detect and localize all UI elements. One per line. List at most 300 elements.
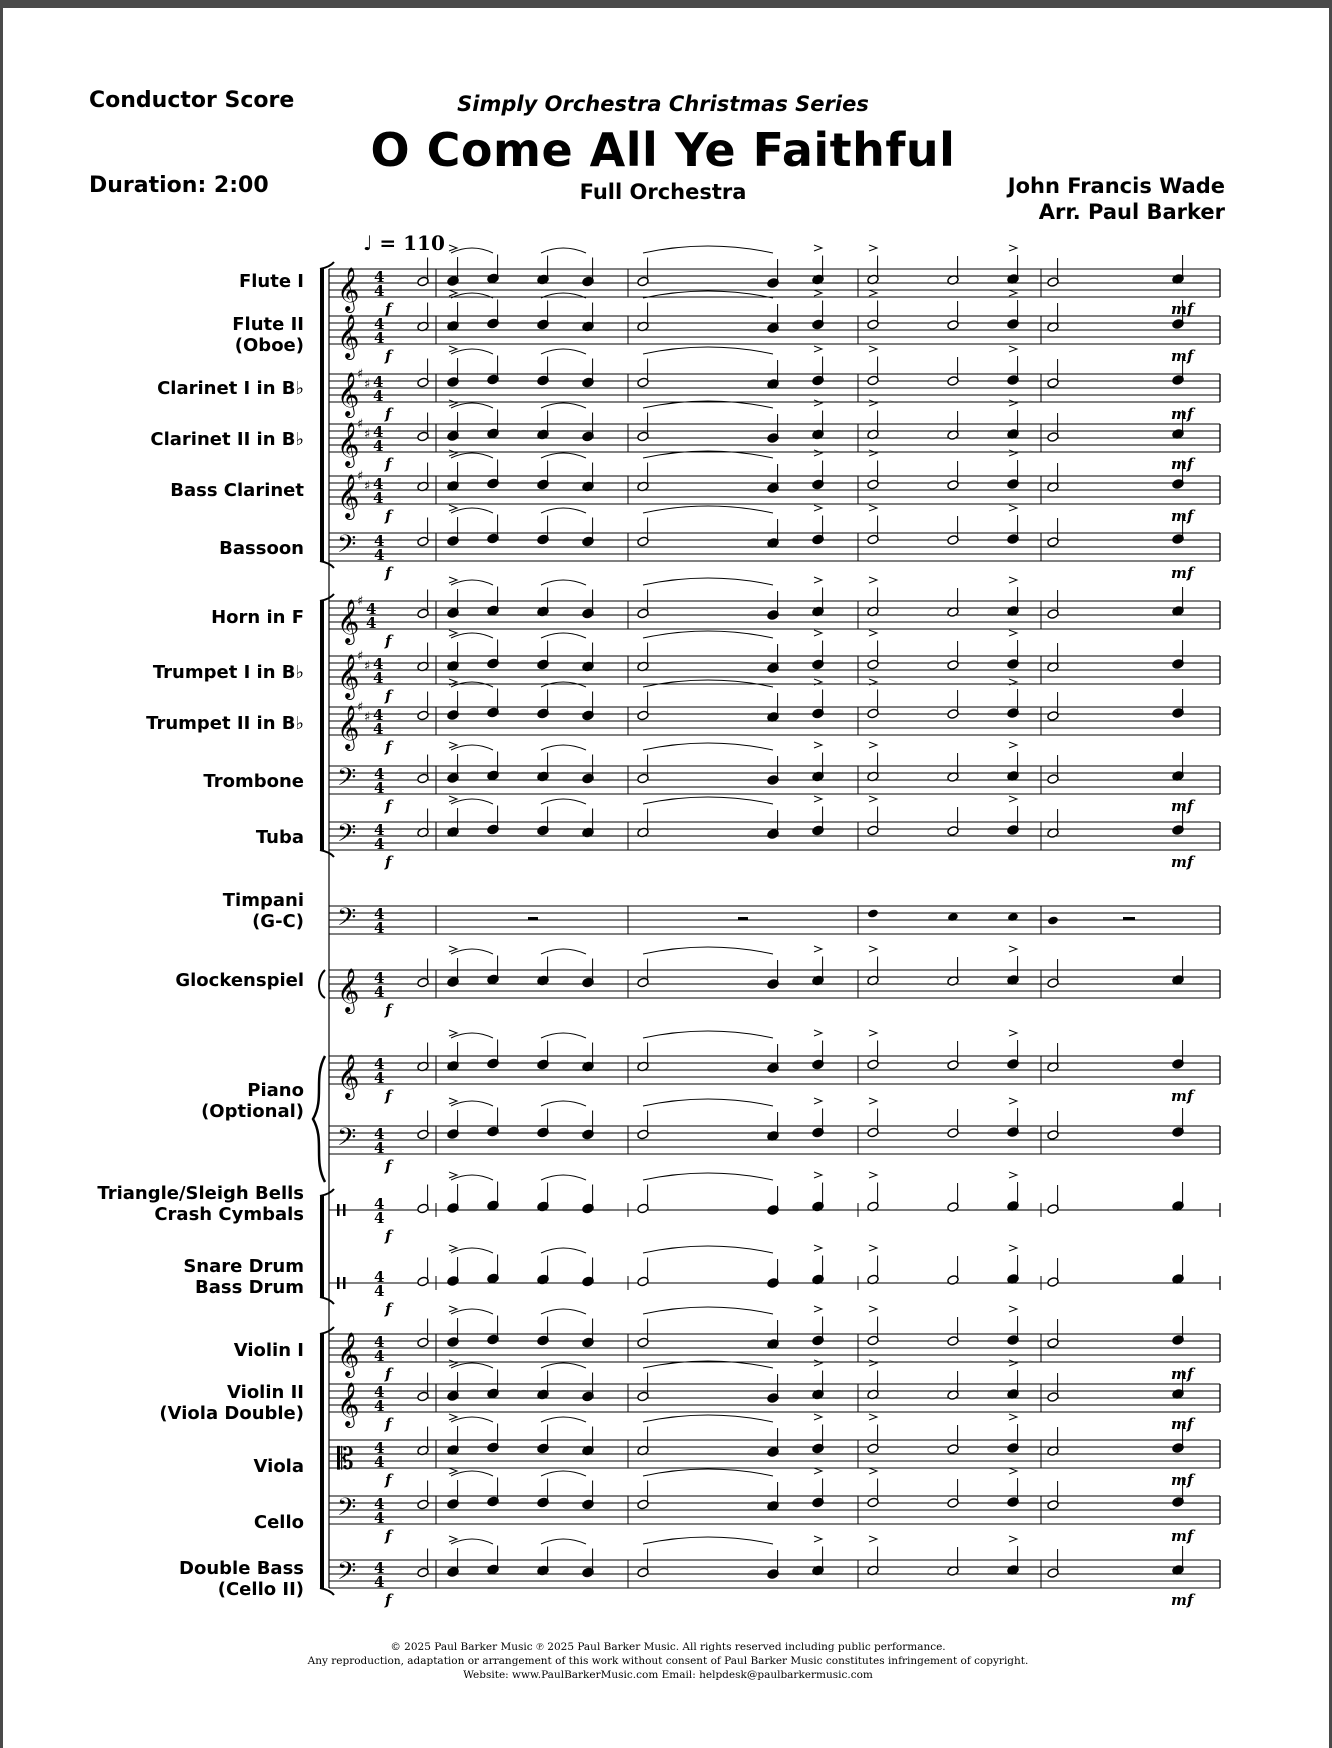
score-notation [3,8,1329,1748]
percussion-bracket [320,1196,324,1297]
accent-mark [449,1536,457,1542]
notehead [1047,915,1059,925]
accent-mark [814,796,822,802]
instrument-line1: Clarinet I in B♭ [157,378,304,399]
accent-mark [1009,245,1017,251]
sharp-glyph: ♯ [357,367,364,382]
slur [541,349,586,354]
slur [643,347,773,354]
time-signature-top: 4 [374,1559,385,1577]
time-signature-bottom: 4 [374,1573,385,1591]
time-signature-top: 4 [374,1268,385,1286]
slur [541,1417,586,1422]
time-signature-top: 4 [373,655,384,673]
time-signature-top: 4 [374,1439,385,1457]
slur [451,1175,493,1180]
slur [541,1363,586,1368]
contact-line: Website: www.PaulBarkerMusic.com Email: helpdesk@paulbarkermusic.com [463,1669,873,1681]
slur [643,743,773,750]
accent-mark [869,1536,877,1542]
dynamic-forte: f [385,347,392,365]
time-signature-top: 4 [374,532,385,550]
accent-mark [869,742,877,748]
dynamic-mezzo-forte: mf [1171,1087,1194,1105]
slur [541,1175,586,1180]
time-signature-bottom: 4 [374,546,385,564]
instrument-line1: Piano [247,1080,304,1101]
percussion-bracket-hook [320,1189,334,1196]
time-signature-top: 4 [374,268,385,286]
accent-mark [1009,577,1017,583]
slur [451,1033,493,1038]
time-signature-top: 4 [374,1055,385,1073]
slur [643,1537,773,1544]
whole-rest [738,917,748,920]
strings-bracket-hook [320,1588,334,1595]
conductor-score-label: Conductor Score [89,88,295,113]
accent-mark [1009,1306,1017,1312]
slur [451,508,493,513]
time-signature-top: 4 [373,423,384,441]
sharp-glyph: ♯ [357,469,364,484]
time-signature-top: 4 [366,600,377,618]
slur [451,949,493,954]
slur [541,248,586,253]
dynamic-forte: f [385,1365,392,1383]
accent-mark [449,946,457,952]
strings-bracket-hook [320,1327,334,1334]
brass-bracket [320,601,324,850]
rights-line: Any reproduction, adaptation or arrangement of this work without consent of Paul Barker Music constitutes infringement of copyright. [307,1655,1029,1667]
instrument-line1: Glockenspiel [175,970,304,991]
time-signature-top: 4 [373,706,384,724]
woodwind-bracket-hook [320,561,334,568]
slur [541,745,586,750]
dynamic-forte: f [385,1527,392,1545]
slur [451,1417,493,1422]
notehead [867,908,879,918]
slur [541,453,586,458]
half-rest [1123,917,1135,920]
time-signature-top: 4 [374,969,385,987]
slur [541,1033,586,1038]
clef-glyph: 𝄢 [337,530,357,565]
time-signature-bottom: 4 [374,1069,385,1087]
time-signature-bottom: 4 [373,489,384,507]
accent-mark [449,1468,457,1474]
percussion-clef-bar [337,1277,340,1289]
slur [541,949,586,954]
accent-mark [1009,1098,1017,1104]
time-signature-bottom: 4 [374,1139,385,1157]
clef-glyph: 𝄞 [337,372,360,416]
dynamic-forte: f [385,507,392,525]
time-signature-bottom: 4 [374,329,385,347]
slur [451,1363,493,1368]
slur [541,508,586,513]
dynamic-forte: f [385,1087,392,1105]
slur [541,1471,586,1476]
accent-mark [869,290,877,296]
sharp-glyph: ♯ [364,710,371,725]
accent-mark [869,946,877,952]
accent-mark [869,1030,877,1036]
clef-glyph: 𝄢 [337,819,357,854]
slur [643,578,773,585]
accent-mark [869,1468,877,1474]
accent-mark [814,1030,822,1036]
clef-glyph: 𝄞 [337,1332,360,1376]
accent-mark [814,346,822,352]
accent-mark [1009,346,1017,352]
time-signature-bottom: 4 [374,779,385,797]
accent-mark [449,1414,457,1420]
time-signature-bottom: 4 [373,669,384,687]
instrument-line2: (G-C) [252,911,304,932]
clef-glyph: 𝄢 [337,1123,357,1158]
sharp-glyph: ♯ [357,649,364,664]
clef-glyph: 𝄞 [337,1054,360,1098]
accent-mark [449,1030,457,1036]
accent-mark [449,1172,457,1178]
dynamic-mezzo-forte: mf [1171,1365,1194,1383]
clef-glyph: 𝄞 [337,267,360,311]
clef-glyph: 𝄢 [337,903,357,938]
dynamic-forte: f [385,687,392,705]
accent-mark [814,1172,822,1178]
slur [643,631,773,638]
time-signature-bottom: 4 [374,1397,385,1415]
glockenspiel-brace [319,970,325,998]
instrument-line1: Trumpet I in B♭ [152,662,304,683]
dynamic-forte: f [385,1591,392,1609]
percussion-clef-bar [343,1204,346,1216]
percussion-clef-bar [337,1204,340,1216]
dynamic-forte: f [385,1157,392,1175]
instrument-line1: Horn in F [211,607,304,628]
dynamic-forte: f [385,564,392,582]
time-signature-bottom: 4 [373,437,384,455]
dynamic-mezzo-forte: mf [1171,797,1194,815]
accent-mark [814,1098,822,1104]
woodwind-bracket-hook [320,262,334,269]
slur [541,799,586,804]
clef-glyph: 𝄞 [337,654,360,698]
slur [451,633,493,638]
accent-mark [449,1306,457,1312]
slur [541,580,586,585]
slur [643,506,773,513]
slur [451,580,493,585]
slur [541,633,586,638]
clef-glyph: 𝄢 [337,1557,357,1592]
dynamic-mezzo-forte: mf [1171,1527,1194,1545]
accent-mark [814,1468,822,1474]
dynamic-mezzo-forte: mf [1171,564,1194,582]
slur [643,1246,773,1253]
slur [451,1309,493,1314]
instrument-line1: Trumpet II in B♭ [146,713,304,734]
slur [451,248,493,253]
accent-mark [449,346,457,352]
time-signature-top: 4 [373,475,384,493]
instrument-line1: Triangle/Sleigh Bells [97,1183,304,1204]
accent-mark [869,450,877,456]
time-signature-bottom: 4 [366,614,377,632]
slur [451,1471,493,1476]
accent-mark [869,400,877,406]
dynamic-mezzo-forte: mf [1171,405,1194,423]
clef-glyph: 𝄞 [337,1382,360,1426]
clef-glyph: 𝄞 [337,422,360,466]
slur [643,1031,773,1038]
time-signature-bottom: 4 [374,919,385,937]
sharp-glyph: ♯ [364,427,371,442]
instrument-line1: Timpani [222,890,304,911]
accent-mark [814,245,822,251]
time-signature-top: 4 [374,765,385,783]
instrument-line1: Double Bass [179,1558,304,1579]
strings-bracket [320,1334,324,1588]
piano-brace [313,1056,325,1182]
clef-glyph: 𝄞 [337,474,360,518]
series-title: Simply Orchestra Christmas Series [457,92,869,116]
composer-credit: John Francis Wade [1007,174,1225,198]
instrument-line2: Crash Cymbals [154,1204,304,1225]
slur [541,1309,586,1314]
accent-mark [449,1360,457,1366]
dynamic-forte: f [385,1415,392,1433]
accent-mark [449,1245,457,1251]
accent-mark [869,1306,877,1312]
time-signature-top: 4 [374,315,385,333]
slur [541,1248,586,1253]
slur [541,1101,586,1106]
accent-mark [1009,1468,1017,1474]
accent-mark [814,1536,822,1542]
accent-mark [449,245,457,251]
arranger-credit: Arr. Paul Barker [1038,200,1225,224]
slur [451,1248,493,1253]
slur [643,1469,773,1476]
instrument-line1: Violin II [227,1382,304,1403]
slur [643,947,773,954]
accent-mark [449,1098,457,1104]
accent-mark [449,450,457,456]
accent-mark [449,577,457,583]
accent-mark [814,577,822,583]
time-signature-top: 4 [373,373,384,391]
accent-mark [1009,290,1017,296]
time-signature-top: 4 [374,1125,385,1143]
slur [643,1173,773,1180]
accent-mark [1009,505,1017,511]
accent-mark [1009,796,1017,802]
instrument-line1: Viola [253,1456,304,1477]
dynamic-forte: f [385,405,392,423]
time-signature-top: 4 [374,905,385,923]
accent-mark [1009,1414,1017,1420]
dynamic-mezzo-forte: mf [1171,853,1194,871]
slur [541,1539,586,1544]
slur [643,1099,773,1106]
accent-mark [814,946,822,952]
slur [451,799,493,804]
accent-mark [869,245,877,251]
accent-mark [814,630,822,636]
clef-glyph: 𝄞 [337,705,360,749]
dynamic-forte: f [385,455,392,473]
duration-label: Duration: 2:00 [89,173,269,198]
brass-bracket-hook [320,594,334,601]
instrument-line1: Bassoon [219,538,304,559]
dynamic-forte: f [385,853,392,871]
accent-mark [1009,1536,1017,1542]
time-signature-top: 4 [374,1495,385,1513]
dynamic-forte: f [385,300,392,318]
accent-mark [449,505,457,511]
accent-mark [1009,400,1017,406]
slur [451,453,493,458]
instrument-line1: Cello [253,1512,304,1533]
time-signature-bottom: 4 [374,835,385,853]
accent-mark [1009,946,1017,952]
accent-mark [869,1414,877,1420]
slur [451,1539,493,1544]
accent-mark [1009,1245,1017,1251]
slur [541,403,586,408]
clef-glyph: 𝄡 [337,1442,354,1477]
time-signature-top: 4 [374,1333,385,1351]
accent-mark [869,1098,877,1104]
accent-mark [869,346,877,352]
slur [451,403,493,408]
time-signature-bottom: 4 [374,1453,385,1471]
accent-mark [814,1360,822,1366]
accent-mark [1009,742,1017,748]
clef-glyph: 𝄞 [337,314,360,358]
dynamic-mezzo-forte: mf [1171,1591,1194,1609]
instrument-line1: Flute II [232,314,304,335]
accent-mark [869,1360,877,1366]
accent-mark [814,1245,822,1251]
instrument-line2: (Cello II) [217,1579,304,1600]
whole-rest [528,917,538,920]
sharp-glyph: ♯ [364,377,371,392]
accent-mark [1009,450,1017,456]
accent-mark [869,577,877,583]
dynamic-forte: f [385,1227,392,1245]
slur [451,745,493,750]
accent-mark [1009,1172,1017,1178]
dynamic-mezzo-forte: mf [1171,1471,1194,1489]
slur [643,246,773,253]
accent-mark [869,505,877,511]
clef-glyph: 𝄢 [337,1493,357,1528]
dynamic-forte: f [385,1300,392,1318]
clef-glyph: 𝄞 [337,599,360,643]
time-signature-top: 4 [374,821,385,839]
time-signature-bottom: 4 [374,1509,385,1527]
time-signature-top: 4 [374,1383,385,1401]
accent-mark [1009,1360,1017,1366]
accent-mark [814,505,822,511]
time-signature-bottom: 4 [374,1282,385,1300]
slur [643,1415,773,1422]
dynamic-forte: f [385,1001,392,1019]
clef-glyph: 𝄞 [337,968,360,1012]
dynamic-mezzo-forte: mf [1171,455,1194,473]
accent-mark [449,796,457,802]
dynamic-mezzo-forte: mf [1171,1415,1194,1433]
slur [643,1307,773,1314]
sharp-glyph: ♯ [357,594,364,609]
sharp-glyph: ♯ [357,700,364,715]
accent-mark [869,796,877,802]
dynamic-forte: f [385,797,392,815]
copyright-line: © 2025 Paul Barker Music ℗ 2025 Paul Barker Music. All rights reserved including public performance. [390,1641,946,1653]
accent-mark [869,630,877,636]
accent-mark [449,400,457,406]
dynamic-forte: f [385,632,392,650]
time-signature-bottom: 4 [373,387,384,405]
accent-mark [1009,630,1017,636]
accent-mark [814,400,822,406]
sharp-glyph: ♯ [364,479,371,494]
accent-mark [869,1172,877,1178]
instrument-line1: Tuba [255,827,304,848]
dynamic-forte: f [385,1471,392,1489]
time-signature-bottom: 4 [373,720,384,738]
dynamic-mezzo-forte: mf [1171,300,1194,318]
instrument-line2: Bass Drum [195,1277,304,1298]
accent-mark [814,450,822,456]
dynamic-mezzo-forte: mf [1171,507,1194,525]
accent-mark [449,742,457,748]
time-signature-bottom: 4 [374,282,385,300]
dynamic-forte: f [385,738,392,756]
slur [451,349,493,354]
time-signature-bottom: 4 [374,1209,385,1227]
brass-bracket-hook [320,850,334,857]
sharp-glyph: ♯ [357,417,364,432]
instrument-line2: (Optional) [201,1101,304,1122]
accent-mark [814,742,822,748]
instrument-line1: Snare Drum [183,1256,304,1277]
accent-mark [1009,1030,1017,1036]
instrument-line1: Flute I [238,271,304,292]
woodwind-bracket [320,269,324,561]
instrument-line2: (Viola Double) [159,1403,304,1424]
time-signature-bottom: 4 [374,983,385,1001]
accent-mark [449,630,457,636]
percussion-clef-bar [343,1277,346,1289]
instrument-line1: Violin I [233,1340,304,1361]
ensemble-subtitle: Full Orchestra [579,180,747,204]
sharp-glyph: ♯ [364,659,371,674]
accent-mark [814,1306,822,1312]
accent-mark [869,1245,877,1251]
dynamic-mezzo-forte: mf [1171,347,1194,365]
piece-title: O Come All Ye Faithful [370,123,956,177]
tempo-marking: ♩ = 110 [363,231,445,255]
accent-mark [449,290,457,296]
time-signature-top: 4 [374,1195,385,1213]
instrument-line1: Clarinet II in B♭ [150,429,304,450]
instrument-line1: Bass Clarinet [170,480,304,501]
slur [451,1101,493,1106]
accent-mark [814,1414,822,1420]
